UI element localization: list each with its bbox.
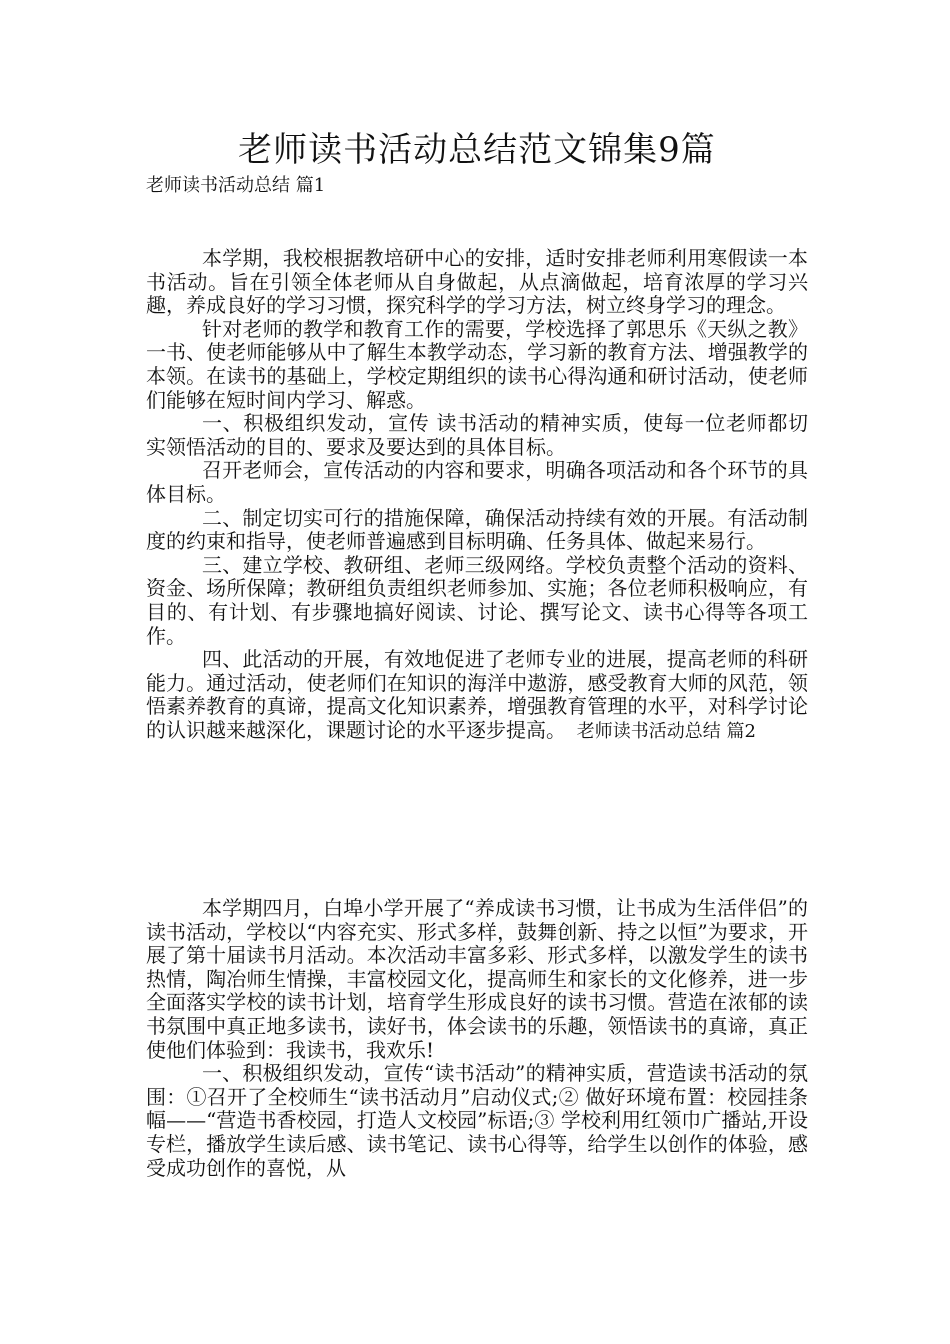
section-1-body	[146, 247, 808, 743]
section-1-heading: 老师读书活动总结 篇1	[146, 175, 326, 196]
section-1-paragraph-3: 一、积极组织发动，宣传 读书活动的精神实质，使每一位老师都切实领悟活动的目的、要求及要达到的具体目标。	[146, 411, 808, 459]
section-1-paragraph-7	[146, 648, 808, 743]
section-2-paragraph-2: 一、积极组织发动，宣传“读书活动”的精神实质，营造读书活动的氛围：①召开了全校师生“读书活动月”启动仪式;② 做好环境布置：校园挂条幅——“营造书香校园，打造人文校园”标语;③ 学校利用红领巾广播站,开设专栏，播放学生读后感、读书笔记、读书心得等，给学生以创作的体验，感受成功创作的喜悦，从	[146, 1061, 808, 1180]
section-2-paragraph-1: 本学期四月，白埠小学开展了“养成读书习惯，让书成为生活伴侣”的读书活动，学校以“内容充实、形式多样，鼓舞创新、持之以恒”为要求，开展了第十届读书月活动。本次活动丰富多彩、形式多样，以激发学生的读书热情，陶冶师生情操，丰富校园文化，提高师生和家长的文化修养，进一步全面落实学校的读书计划，培育学生形成良好的读书习惯。营造在浓郁的读书氛围中真正地多读书，读好书，体会读书的乐趣，领悟读书的真谛，真正使他们体验到：我读书，我欢乐!	[146, 896, 808, 1062]
section-2-heading: 老师读书活动总结 篇2	[576, 720, 756, 742]
section-1-paragraph-6: 三、建立学校、教研组、老师三级网络。学校负责整个活动的资料、资金、场所保障；教研组负责组织老师参加、实施；各位老师积极响应，有目的、有计划、有步骤地搞好阅读、讨论、撰写论文、读书心得等各项工作。	[146, 552, 808, 648]
document-page	[146, 0, 808, 1344]
section-2-body	[146, 897, 808, 1180]
section-1-paragraph-5: 二、制定切实可行的措施保障，确保活动持续有效的开展。有活动制度的约束和指导，使老师普遍感到目标明确、任务具体、做起来易行。	[146, 505, 808, 554]
section-1-paragraph-4: 召开老师会，宣传活动的内容和要求，明确各项活动和各个环节的具体目标。	[146, 458, 808, 506]
section-1-paragraph-1: 本学期，我校根据教培研中心的安排，适时安排老师利用寒假读一本书活动。旨在引领全体老师从自身做起，从点滴做起，培育浓厚的学习兴趣，养成良好的学习习惯，探究科学的学习方法，树立终身学习的理念。	[146, 246, 808, 318]
section-1-paragraph-2: 针对老师的教学和教育工作的需要，学校选择了郭思乐《天纵之教》一书、使老师能够从中了解生本教学动态，学习新的教育方法、增强教学的本领。在读书的基础上，学校定期组织的读书心得沟通和研讨活动，使老师们能够在短时间内学习、解惑。	[146, 316, 808, 412]
document-title: 老师读书活动总结范文锦集9篇	[238, 130, 716, 170]
section-1-paragraph-7-text: 四、此活动的开展，有效地促进了老师专业的进展，提高老师的科研能力。通过活动，使老师们在知识的海洋中遨游，感受教育大师的风范，领悟素养教育的真谛，提高文化知识素养，增强教育管理的水平，对科学讨论的认识越来越深化，课题讨论的水平逐步提高。	[146, 647, 808, 742]
